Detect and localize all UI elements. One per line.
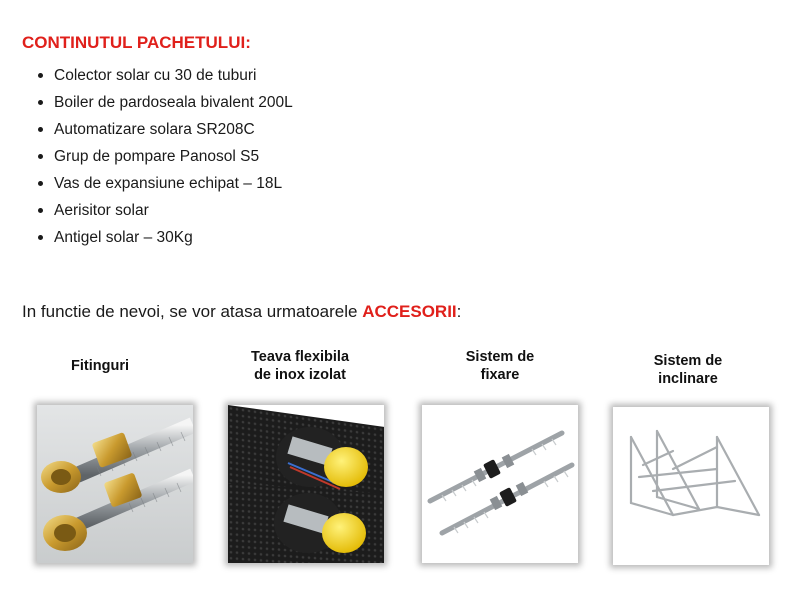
accessory-title-line: inclinare — [658, 371, 718, 387]
accessory-title-line: Sistem de — [653, 353, 723, 369]
accessories-intro — [22, 302, 461, 322]
fittings-photo — [37, 405, 193, 563]
list-item: Vas de expansiune echipat – 18L — [38, 170, 293, 197]
list-item: Grup de pompare Panosol S5 — [38, 143, 293, 170]
accessories-highlight: ACCESORII — [362, 302, 457, 321]
list-item: Boiler de pardoseala bivalent 200L — [38, 89, 293, 116]
package-heading: CONTINUTUL PACHETULUI: — [22, 33, 251, 52]
accessory-title-line: de inox izolat — [254, 367, 346, 383]
list-item: Automatizare solara SR208C — [38, 116, 293, 143]
accessories-intro-end: : — [456, 302, 462, 321]
package-contents-list — [38, 62, 293, 251]
accessory-title-fixing-system — [440, 348, 560, 384]
accessory-title-fittings — [40, 357, 160, 375]
accessory-title-tilt-system — [628, 352, 748, 388]
accessory-title-line: fixare — [480, 367, 520, 383]
accessory-title-line: Fitinguri — [71, 358, 129, 374]
accessory-title-line: Sistem de — [465, 349, 535, 365]
accessory-title-flexible-pipe — [220, 348, 380, 384]
accessory-title-line: Teava flexibila — [250, 349, 350, 365]
tilt-frame-photo — [613, 407, 769, 565]
accessories-intro-text: In functie de nevoi, se vor atasa urmatoarele — [22, 302, 363, 321]
list-item: Colector solar cu 30 de tuburi — [38, 62, 293, 89]
flexible-pipe-photo — [228, 405, 384, 563]
list-item: Aerisitor solar — [38, 197, 293, 224]
list-item: Antigel solar – 30Kg — [38, 224, 293, 251]
fixing-system-photo — [422, 405, 578, 563]
